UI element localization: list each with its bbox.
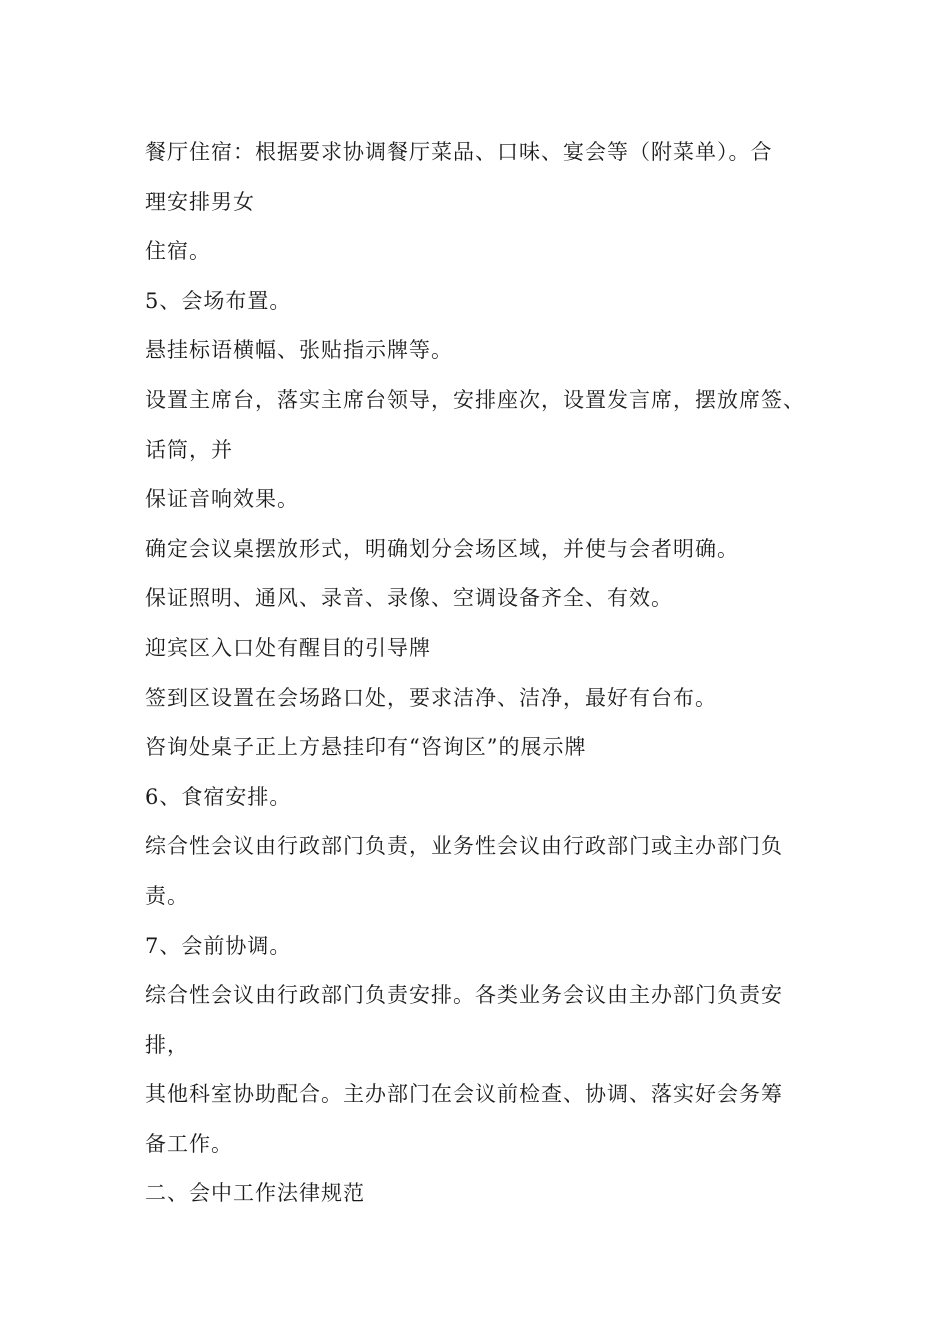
text-line: 综合性会议由行政部门负责，业务性会议由行政部门或主办部门负 [145, 834, 783, 859]
text-line: 保证音响效果。 [145, 487, 299, 512]
section-heading: 6、食宿安排。 [145, 784, 292, 809]
text-line: 咨询处桌子正上方悬挂印有“咨询区”的展示牌 [145, 735, 587, 760]
text-line: 排， [145, 1032, 189, 1057]
text-line: 签到区设置在会场路口处，要求洁净、洁净，最好有台布。 [145, 685, 717, 710]
section-heading: 7、会前协调。 [145, 933, 292, 958]
text-line: 理安排男女 [145, 189, 255, 214]
text-line: 备工作。 [145, 1131, 233, 1156]
text-line: 餐厅住宿：根据要求协调餐厅菜品、口味、宴会等（附菜单）。合 [145, 140, 773, 164]
text-line: 悬挂标语横幅、张贴指示牌等。 [145, 338, 453, 363]
section-heading: 5、会场布置。 [145, 288, 292, 313]
text-line: 综合性会议由行政部门负责安排。各类业务会议由主办部门负责安 [145, 983, 783, 1008]
text-line: 其他科室协助配合。主办部门在会议前检查、协调、落实好会务筹 [145, 1082, 783, 1107]
chapter-heading: 二、会中工作法律规范 [145, 1181, 365, 1206]
text-line: 话筒，并 [145, 437, 233, 462]
text-line: 责。 [145, 883, 189, 908]
text-line: 住宿。 [145, 239, 211, 264]
text-line: 迎宾区入口处有醒目的引导牌 [145, 635, 431, 660]
text-line: 保证照明、通风、录音、录像、空调设备齐全、有效。 [145, 586, 673, 611]
text-line: 设置主席台，落实主席台领导，安排座次，设置发言席，摆放席签、 [145, 387, 805, 412]
text-line: 确定会议桌摆放形式，明确划分会场区域，并使与会者明确。 [145, 536, 739, 561]
document-body [145, 128, 835, 1219]
